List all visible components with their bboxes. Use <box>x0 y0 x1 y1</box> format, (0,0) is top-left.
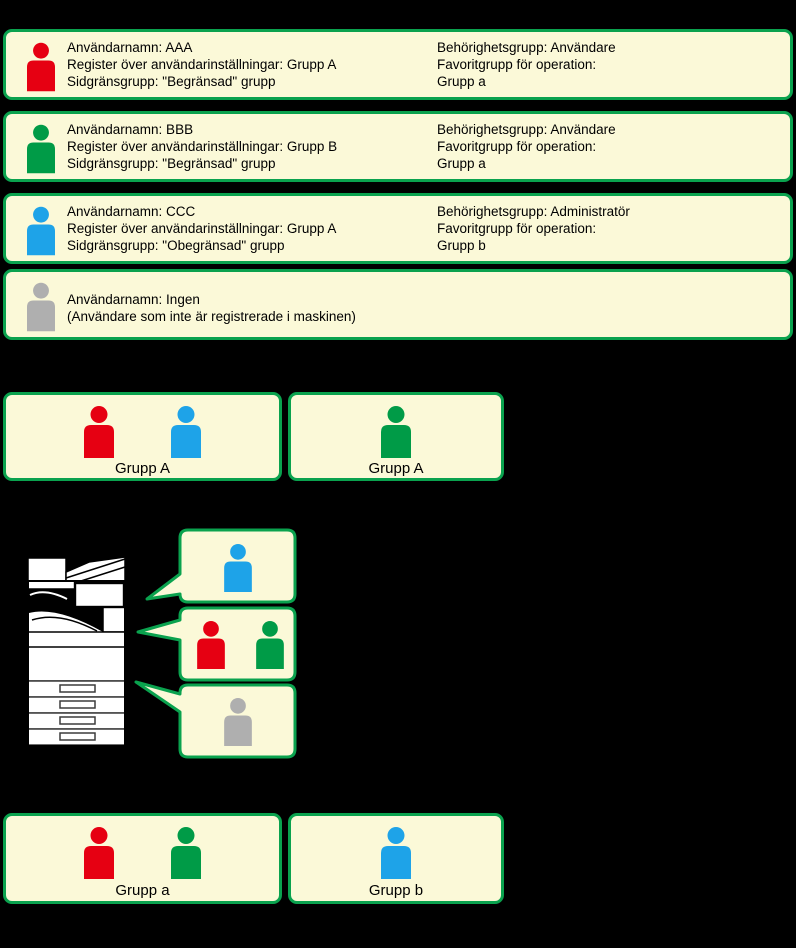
user-card-right-column <box>437 121 616 172</box>
user-card-none <box>3 269 793 340</box>
member-red-icon <box>84 827 114 879</box>
user-card-aaa <box>3 29 793 100</box>
favorite-group-line: Favoritgrupp för operation: <box>437 57 597 72</box>
favorite-group-value: Grupp a <box>437 156 486 171</box>
user-card-bbb <box>3 111 793 182</box>
favorite-group-value: Grupp b <box>437 238 486 253</box>
page-limit-group-line: Sidgränsgrupp: "Begränsad" grupp <box>67 74 276 89</box>
copier-illustration <box>27 556 127 749</box>
user-card-right-column <box>437 203 630 254</box>
unregistered-note-line: (Användare som inte är registrerade i maskinen) <box>67 309 356 324</box>
user-card-ccc <box>3 193 793 264</box>
group-members <box>381 406 411 458</box>
user-card-left-column <box>67 203 336 254</box>
username-line: Användarnamn: CCC <box>67 204 196 219</box>
register-group-line: Register över användarinställningar: Grupp A <box>67 57 337 72</box>
member-red-icon <box>84 406 114 458</box>
favorite-group-line: Favoritgrupp för operation: <box>437 221 597 236</box>
username-line: Användarnamn: Ingen <box>67 292 200 307</box>
group-members <box>84 406 201 458</box>
member-blue-icon <box>171 406 201 458</box>
register-group-a-box <box>3 392 282 481</box>
user-card-left-column <box>67 121 337 172</box>
member-green-icon <box>381 406 411 458</box>
group-label: Grupp A <box>368 460 424 477</box>
user-green-icon <box>27 124 55 174</box>
page-limit-group-line: Sidgränsgrupp: "Obegränsad" grupp <box>67 238 285 253</box>
register-group-line: Register över användarinställningar: Grupp B <box>67 139 338 154</box>
username-line: Användarnamn: AAA <box>67 40 193 55</box>
page-limit-group-line: Sidgränsgrupp: "Begränsad" grupp <box>67 156 276 171</box>
favorite-group-value: Grupp a <box>437 74 486 89</box>
favorite-group-b-box <box>288 813 504 904</box>
favorite-group-a-box <box>3 813 282 904</box>
group-label: Grupp b <box>368 882 424 899</box>
member-blue-icon <box>381 827 411 879</box>
favorite-group-line: Favoritgrupp för operation: <box>437 139 597 154</box>
user-blue-icon <box>27 206 55 256</box>
callout-blue-icon <box>224 544 252 592</box>
callout-gray-icon <box>224 698 252 746</box>
user-card-left-column <box>67 291 356 325</box>
register-group-b-box <box>288 392 504 481</box>
user-red-icon <box>27 42 55 92</box>
callout-bubble-gray <box>128 676 300 761</box>
group-label: Grupp A <box>114 460 171 477</box>
authority-group-line: Behörighetsgrupp: Användare <box>437 122 616 137</box>
register-group-line: Register över användarinställningar: Grupp A <box>67 221 337 236</box>
username-line: Användarnamn: BBB <box>67 122 194 137</box>
authority-group-line: Behörighetsgrupp: Användare <box>437 40 616 55</box>
user-gray-icon <box>27 282 55 332</box>
user-card-right-column <box>437 39 616 90</box>
authority-group-line: Behörighetsgrupp: Administratör <box>437 204 630 219</box>
callout-bubble-blue <box>136 528 298 606</box>
user-card-left-column <box>67 39 336 90</box>
callout-green-icon <box>256 621 284 669</box>
member-green-icon <box>171 827 201 879</box>
group-members <box>84 827 201 880</box>
group-label: Grupp a <box>115 882 170 899</box>
callout-red-icon <box>197 621 225 669</box>
group-members <box>381 827 411 880</box>
